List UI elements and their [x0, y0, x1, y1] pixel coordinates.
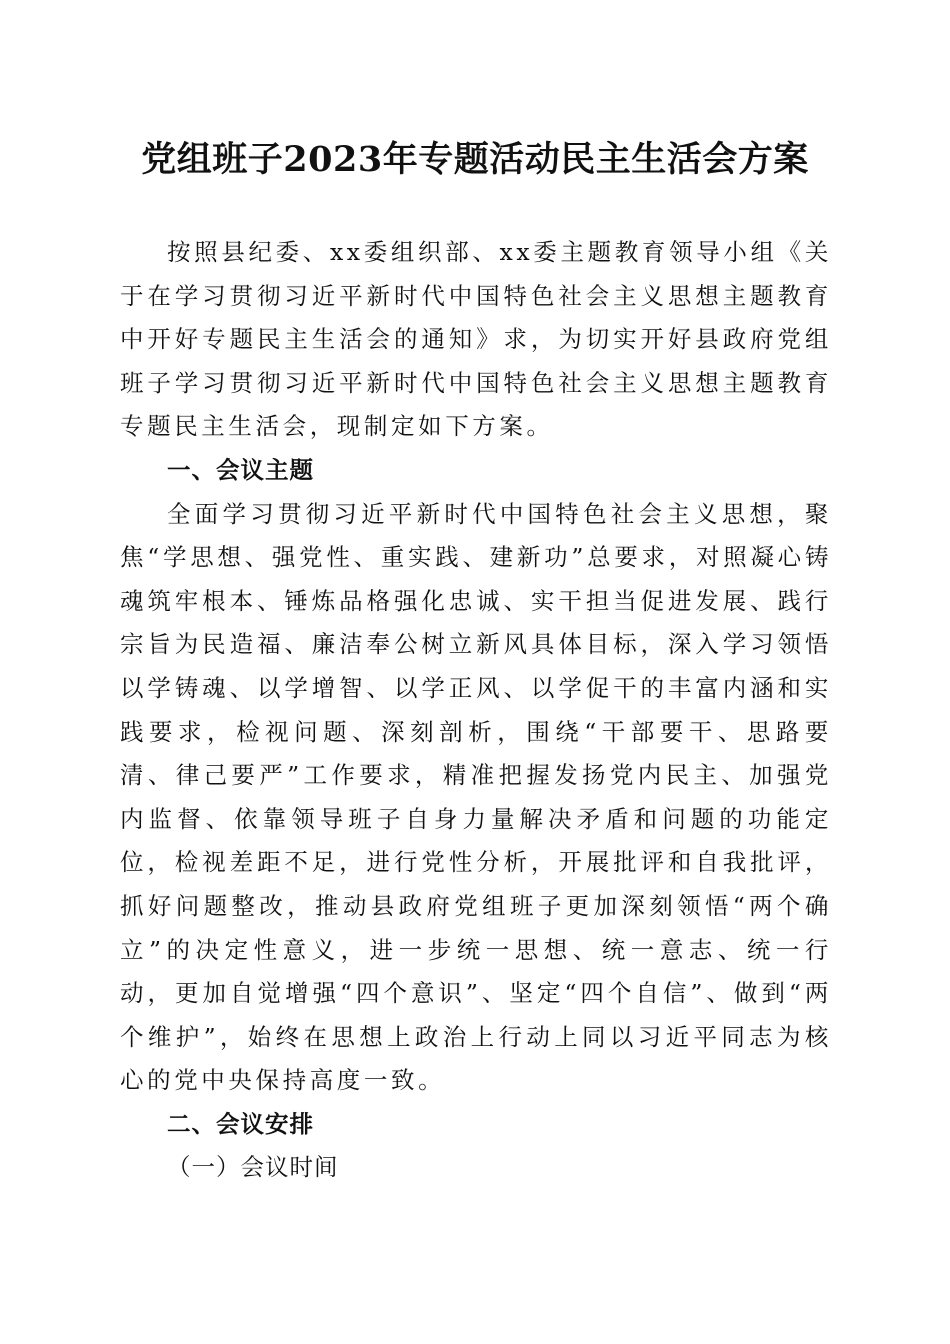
section-1-heading: 一、会议主题 [167, 455, 314, 484]
section-2-heading: 二、会议安排 [167, 1109, 314, 1138]
document-title: 党组班子2023年专题活动民主生活会方案 [141, 139, 809, 180]
section-1-paragraph: 全面学习贯彻习近平新时代中国特色社会主义思想，聚焦“学思想、强党性、重实践、建新功”总要求，对照凝心铸魂筑牢根本、锤炼品格强化忠诚、实干担当促进发展、践行宗旨为民造福、廉洁奉公树立新风具体目标，深入学习领悟以学铸魂、以学增智、以学正风、以学促干的丰富内涵和实践要求，检视问题、深刻剖析，围绕“干部要干、思路要清、律己要严”工作要求，精准把握发扬党内民主、加强党内监督、依靠领导班子自身力量解决矛盾和问题的功能定位，检视差距不足，进行党性分析，开展批评和自我批评，抓好问题整改，推动县政府党组班子更加深刻领悟“两个确立”的决定性意义，进一步统一思想、统一意志、统一行动，更加自觉增强“四个意识”、坚定“四个自信”、做到“两个维护”，始终在思想上政治上行动上同以习近平同志为核心的党中央保持高度一致。 [120, 499, 832, 1095]
intro-paragraph: 按照县纪委、xx委组织部、xx委主题教育领导小组《关于在学习贯彻习近平新时代中国特色社会主义思想主题教育中开好专题民主生活会的通知》求，为切实开好县政府党组班子学习贯彻习近平新时代中国特色社会主义思想主题教育专题民主生活会，现制定如下方案。 [120, 238, 832, 441]
section-2-subheading-1: （一）会议时间 [167, 1153, 339, 1182]
document-body [120, 231, 832, 1190]
